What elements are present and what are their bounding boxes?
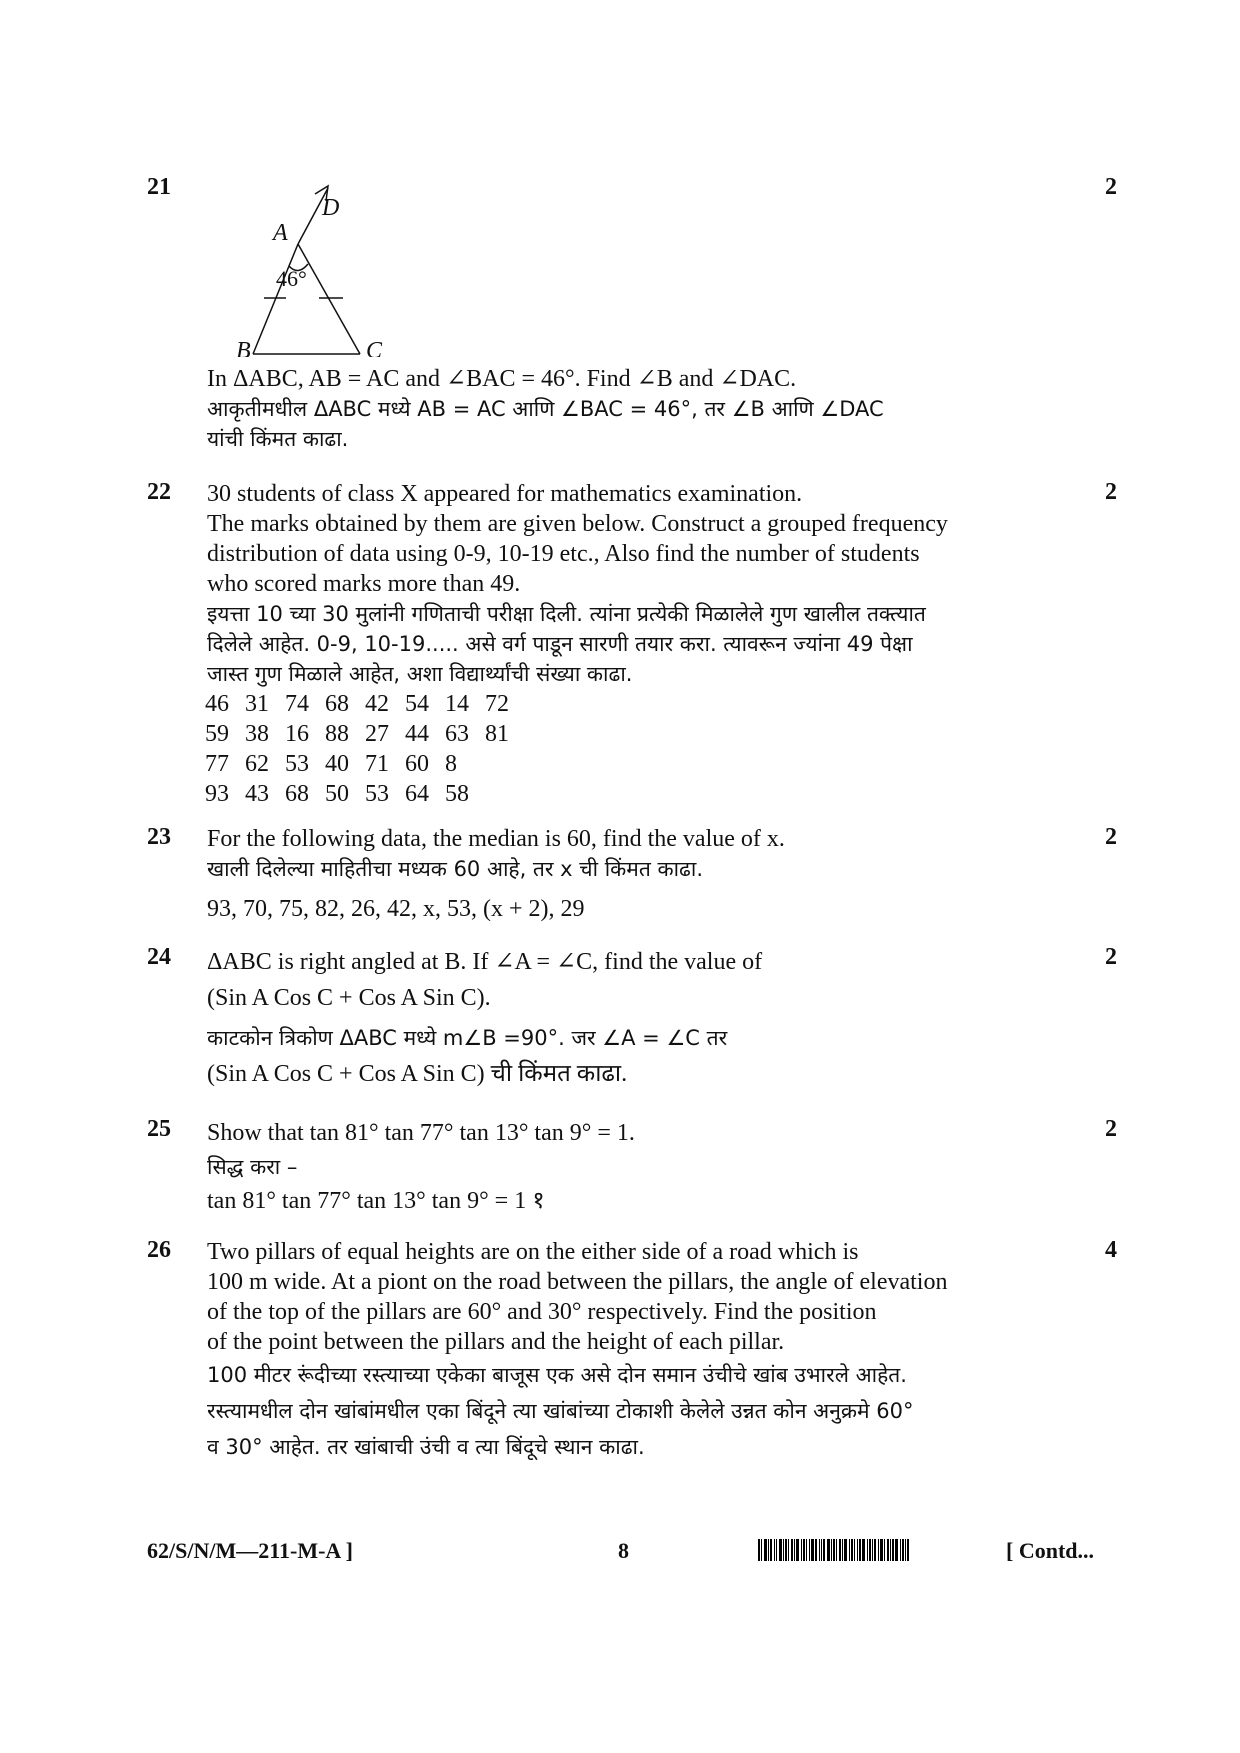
question-number: 23 bbox=[147, 824, 171, 850]
paper-code: 62/S/N/M—211-M-A ] bbox=[147, 1538, 353, 1563]
question-marks: 2 bbox=[1105, 479, 1117, 505]
question-number: 25 bbox=[147, 1116, 171, 1142]
q22-en-3: distribution of data using 0-9, 10-19 etc., Also find the number of students bbox=[207, 541, 920, 567]
table-row: 93 43 68 50 53 64 58 bbox=[205, 781, 469, 807]
table-row: 77 62 53 40 71 60 8 bbox=[205, 751, 457, 777]
table-row: 59 38 16 88 27 44 63 81 bbox=[205, 721, 509, 747]
question-22-body bbox=[207, 479, 1069, 809]
question-number: 22 bbox=[147, 479, 171, 505]
barcode-icon bbox=[758, 1539, 992, 1561]
q21-hi-2: यांची किंमत काढा. bbox=[207, 427, 349, 451]
q22-hi-3: जास्त गुण मिळाले आहेत, अशा विद्यार्थ्यांची संख्या काढा. bbox=[207, 662, 633, 686]
q25-hi: सिद्ध करा – bbox=[207, 1155, 298, 1179]
side-ab bbox=[253, 244, 298, 354]
q26-en-4: of the point between the pillars and the height of each pillar. bbox=[207, 1329, 785, 1355]
continued-label: [ Contd... bbox=[1006, 1538, 1095, 1563]
label-b: B bbox=[236, 338, 251, 357]
q22-en-1: 30 students of class X appeared for mathematics examination. bbox=[207, 481, 803, 507]
question-number: 26 bbox=[147, 1237, 171, 1263]
question-number: 24 bbox=[147, 944, 171, 970]
page-number: 8 bbox=[618, 1538, 629, 1563]
q24-hi-2: (Sin A Cos C + Cos A Sin C) ची किंमत काढा. bbox=[207, 1061, 628, 1087]
marks-table bbox=[205, 689, 525, 809]
question-25-body bbox=[207, 1116, 1069, 1218]
label-c: C bbox=[366, 338, 383, 357]
q26-hi-1: 100 मीटर रूंदीच्या रस्त्याच्या एकेका बाजूस एक असे दोन समान उंचीचे खांब उभारले आहेत. bbox=[207, 1363, 907, 1387]
q26-en-1: Two pillars of equal heights are on the either side of a road which is bbox=[207, 1239, 859, 1265]
question-marks: 2 bbox=[1105, 1116, 1117, 1142]
q24-hi-1: काटकोन त्रिकोण ΔABC मध्ये m∠B =90°. जर ∠A = ∠C तर bbox=[207, 1026, 728, 1050]
question-marks: 2 bbox=[1105, 824, 1117, 850]
q21-en: In ΔABC, AB = AC and ∠BAC = 46°. Find ∠B and ∠DAC. bbox=[207, 366, 797, 392]
q23-data: 93, 70, 75, 82, 26, 42, x, 53, (x + 2), 29 bbox=[207, 896, 585, 922]
label-angle: 46° bbox=[276, 266, 307, 291]
q23-hi: खाली दिलेल्या माहितीचा मध्यक 60 आहे, तर x ची किंमत काढा. bbox=[207, 857, 703, 881]
q26-hi-3: व 30° आहेत. तर खांबाची उंची व त्या बिंदूचे स्थान काढा. bbox=[207, 1435, 645, 1459]
q22-hi-2: दिलेले आहेत. 0-9, 10-19..... असे वर्ग पाडून सारणी तयार करा. त्यावरून ज्यांना 49 पेक्षा bbox=[207, 632, 913, 656]
side-ac bbox=[298, 244, 360, 354]
q25-en: Show that tan 81° tan 77° tan 13° tan 9° = 1. bbox=[207, 1120, 635, 1146]
triangle-figure bbox=[210, 182, 400, 357]
question-marks: 2 bbox=[1105, 944, 1117, 970]
question-23-body bbox=[207, 824, 1069, 924]
question-marks: 4 bbox=[1105, 1237, 1117, 1263]
q22-en-2: The marks obtained by them are given below. Construct a grouped frequency bbox=[207, 511, 948, 537]
q23-en: For the following data, the median is 60, find the value of x. bbox=[207, 826, 785, 852]
question-26-body bbox=[207, 1237, 1069, 1465]
label-a: A bbox=[273, 220, 288, 246]
q21-hi-1: आकृतीमधील ΔABC मध्ये AB = AC आणि ∠BAC = 46°, तर ∠B आणि ∠DAC bbox=[207, 397, 884, 421]
q26-en-3: of the top of the pillars are 60° and 30° respectively. Find the position bbox=[207, 1299, 877, 1325]
question-21-body bbox=[207, 364, 1069, 454]
q22-hi-1: इयत्ता 10 च्या 30 मुलांनी गणिताची परीक्षा दिली. त्यांना प्रत्येकी मिळालेले गुण खालील तक्त्यात bbox=[207, 602, 926, 626]
q26-en-2: 100 m wide. At a piont on the road between the pillars, the angle of elevation bbox=[207, 1269, 948, 1295]
label-d: D bbox=[322, 195, 340, 221]
table-row: 46 31 74 68 42 54 14 72 bbox=[205, 691, 509, 717]
question-number: 21 bbox=[147, 174, 171, 200]
question-24-body bbox=[207, 944, 1069, 1092]
q22-en-4: who scored marks more than 49. bbox=[207, 571, 521, 597]
q26-hi-2: रस्त्यामधील दोन खांबांमधील एका बिंदूने त्या खांबांच्या टोकाशी केलेले उन्नत कोन अनुक्रमे 60° bbox=[207, 1399, 914, 1423]
q24-en-1: ΔABC is right angled at B. If ∠A = ∠C, find the value of bbox=[207, 949, 763, 975]
q25-eq: tan 81° tan 77° tan 13° tan 9° = 1 १ bbox=[207, 1188, 545, 1214]
q24-en-2: (Sin A Cos C + Cos A Sin C). bbox=[207, 985, 491, 1011]
question-marks: 2 bbox=[1105, 174, 1117, 200]
